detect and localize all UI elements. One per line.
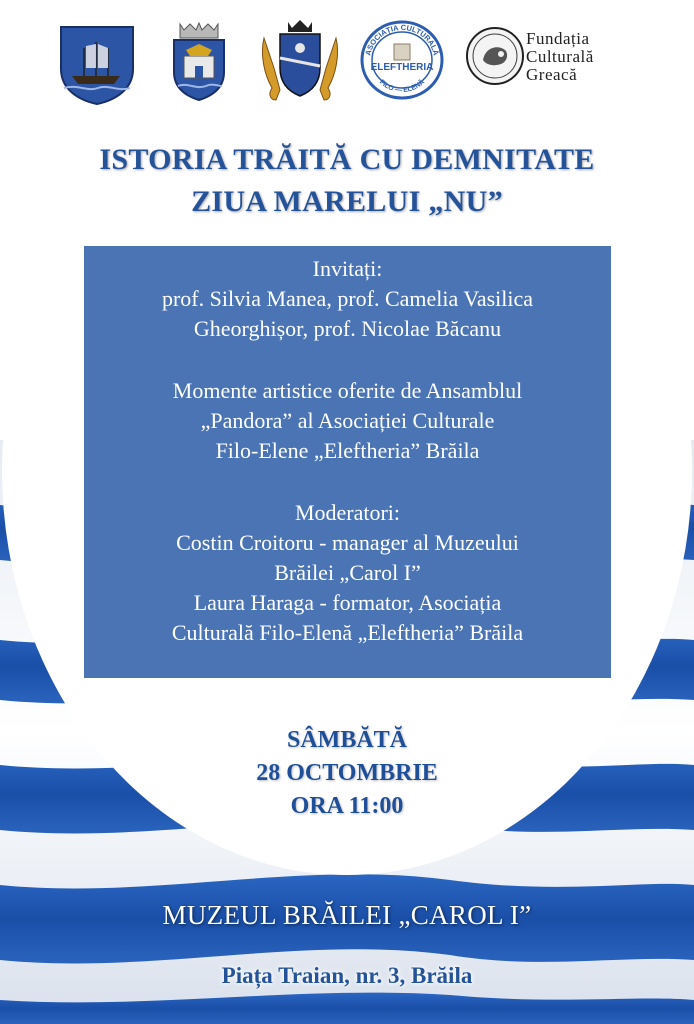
moderator-line: Costin Croitoru - manager al Muzeului [176, 530, 519, 555]
title-line-1: ISTORIA TRĂITĂ CU DEMNITATE [99, 143, 595, 176]
svg-text:ELEFTHERIA: ELEFTHERIA [370, 62, 434, 73]
lions-coat-of-arms-icon [258, 18, 342, 104]
invited-line: prof. Silvia Manea, prof. Camelia Vasilica [161, 286, 534, 311]
invited-line: Gheorghișor, prof. Nicolae Băcanu [193, 316, 502, 341]
title-line-2: ZIUA MARELUI „NU” [191, 185, 503, 218]
invited-heading: Invitați: [312, 256, 383, 281]
venue-name: MUZEUL BRĂILEI „CAROL I” [162, 900, 532, 930]
svg-text:FILO — ELENĂ: FILO — ELENĂ [377, 78, 427, 95]
event-date: 28 OCTOMBRIE [256, 760, 438, 786]
info-box [84, 246, 611, 678]
greek-coin-icon [465, 26, 525, 86]
castle-coat-of-arms-icon [170, 20, 228, 102]
artistic-line: Momente artistice oferite de Ansamblul [172, 378, 523, 403]
artistic-line: Filo-Elene „Eleftheria” Brăila [215, 438, 480, 463]
moderator-line: Brăilei „Carol I” [274, 560, 421, 585]
moderator-line: Culturală Filo-Elenă „Eleftheria” Brăila [171, 620, 524, 645]
moderator-line: Laura Haraga - formator, Asociația [193, 590, 502, 615]
logo-row [0, 0, 694, 110]
svg-text:ASOCIAȚIA CULTURALĂ: ASOCIAȚIA CULTURALĂ [363, 22, 441, 57]
event-day: SÂMBĂTĂ [286, 727, 407, 753]
moderators-heading: Moderatori: [294, 500, 401, 525]
event-time: ORA 11:00 [290, 793, 404, 819]
artistic-line: „Pandora” al Asociației Culturale [200, 408, 495, 433]
venue-address: Piața Traian, nr. 3, Brăila [221, 963, 473, 988]
fundatia-logo-text: Fundația Culturală Greacă [526, 29, 594, 84]
ship-coat-of-arms-icon [58, 24, 136, 106]
eleftheria-seal-icon [360, 20, 444, 100]
